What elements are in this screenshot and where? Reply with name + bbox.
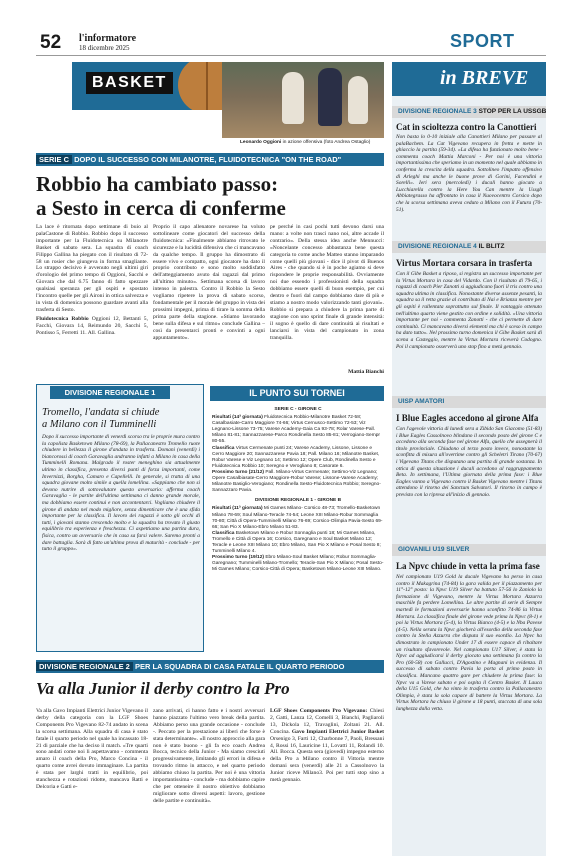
standings-block-text: Ebro Milano-Soul Basket Milano; Robur Sommaglia-Garegnano; Tumminelli Milano-Tromello; Teracle-San Pio X Milano; Posal Sesto-Mi Games Milano; Corsico-Città di Opera; Basketown Milano-Leone XIII Milano. [212, 555, 384, 573]
caption-rest: in azione offensiva [281, 140, 323, 145]
basket-banner-label: BASKET [86, 72, 173, 94]
standings-title: IL PUNTO SUI TORNEI [210, 386, 384, 401]
standings-block [212, 470, 384, 494]
bottom-col-1 [36, 708, 148, 854]
main-kicker [36, 153, 384, 166]
standings-block [212, 446, 384, 470]
standings-block [212, 415, 384, 445]
brief-1-kicker: STOP PER LA USSGB [478, 108, 546, 115]
brief-4-header [392, 544, 546, 556]
brief-1-body [396, 134, 542, 234]
main-col-3 [270, 224, 384, 368]
brief-3-body-text: Con l'agevole vittoria di lunedì sera a Zibido San Giacomo (51-83) i Blue Eagles Cassolnovo blindano il secondo posto del girone C e accedono alla seconda fase nel girone Alfa, quello che assegnerà il titolo provinciale. Chiudono al terzo posto invece, nonostante la sconfitta di misura all'overtime contro gli Scheletri Tirano (70-67) i Vigevano Titans che disputano una partita di grande sostanza. In ottica di questa situazione i ducali accedono al raggruppamento Beta. In settimana, l'Ultima giornata della prima fase: i Blue Eagles vanno a Vigevano contro il Basket Vigevano mentre i Titans attendono il ritorno dei Sanctum Salvatori. Il ritorno in campo è previsto con la ripresa all'inizio di gennaio. [396, 426, 542, 498]
standings-block-label: Risultati (14ª giornata) [212, 415, 263, 421]
standings-body [212, 405, 384, 650]
bottom-col-2-text: zano arrivati, ci hanno fatto e i nostri avversari hanno piazzato l'ultimo vero break della partita. Abbiamo perso una grande occasione - conclude -. Peccato per la prestazione ai liberi che forse è stata determinante». «Il nostro approccio alla gara non è stato buono - gli fa eco coach Andrea Bocca, tecnico della Junior - Ma siamo cresciuti progressivamente, limitando gli errori in difesa e trovando ritmo in attacco, e nel quarto periodo abbiamo chiuso la partita. Per noi è una vittoria importantissima - conclude - ma dobbiamo capire che per otteneire il nostro obiettivo dobbiamo migliorare sotto diversi aspetti: lavoro, gestione delle partite e continuità». [153, 708, 265, 804]
brief-2-body [396, 271, 542, 391]
standings-heading-1: SERIE C - GIRONE C [274, 407, 322, 412]
basketball-seam [206, 62, 208, 110]
tromello-body-text: Dopo il successo importante di venerdì scorso tra le proprie mura contro la capolista Basketown Milano (78-69), la Pallacanestro Tromello ruote chiudere in bellezza il girone d'andata in trasferta. Domani (venerdì) i biancorossi di coach Garavaglia andranno infatti a Milano in casa della Tumminelli Romana. Malgrado il roster meneghino sia attualmente ultimo in classifica, presenta diversi punti di forza importanti, come Invernizzi, Borgha, Camaro e Capellelli. In generale, si tratta di una squadra giovane molto simile a quella lomellina. «Sappiamo che non si devono nutrire di sottovalutare questo avversario: afferma coach Garavaglia - le partite dell'ultima settimana ci danno grande morale, ma dobbiamo essere continui e non accontentarci. Vogliamo chiudere il girone di andata nel modo migliore, senza dimenticare che è una sfida importante per la classifica. Il lavoro dei ragazzi è sotto gli occhi di tutti, i giovani stanno crescendo molto e la squadra ha trovato il giusto equilibrio tra esperienza e freschezza. Ci aspettiamo una partita dura, fisica, contro un avversario che in casa sa farsi valere. Saremo pronti a dare battaglia. Sarà di fatto un'ultima prova di maturità - conclude - per tutto il gruppo». [42, 434, 200, 553]
main-kicker-text: DOPO IL SUCCESSO CON MILANOTRE, FLUIDOTECNICA "ON THE ROAD" [74, 155, 342, 164]
main-col-2-text: Proprio il capo allenatore novarese ha voluto sottolineare come giocatori del successo della fluidotecnica: «Finalmente abbiamo ritrovato le sicurezze e la lucidità difensiva che ci mancavano da qualche tempo. Il gruppo ha dimostrato di essere vivo e compatto, ogni giocatore ha dato il proprio contributo e sono molto soddisfatto dell'atteggiamento avuto dai ragazzi dal primo all'ultimo minuto». Settimana scorsa di lavoro intenso in palestra. Contro il Robbio la Sesto vogliamo ripetere la prova di sabato scorso, fondamentale per il morale del gruppo in vista dei prossimi impegni, prima di tirare la somma della prima parte della stagione. «Stiamo lavorando bene sulla difesa e sul ritmo» conclude Gallina – così da presentarci pronti e convinti a ogni appuntamento». [153, 224, 265, 341]
issue-date: 18 dicembre 2025 [79, 44, 130, 52]
standings-block-text: Basketown Milano e Robur Sonnaglia punti 18; Mi Games Milano, Tromello e Città di Opera 16; Corsico, Garegnano e Soul Basket Milano 12; Teracle e Leone XIII Milano 10; Ebro Milano, San Pio X Milano e Posal Sesto 8; Tumminelli Milano 4. [212, 530, 381, 555]
main-col-2 [153, 224, 265, 376]
main-col-1-box [36, 316, 148, 337]
brief-1-body-text: Non basta lo 0-10 iniziale alla Canottieri Milano per passare al palaBachem. La Cat Vigevano recupera in fretta e mette in ghiaccio la partita (59-34). «La difesa ha funzionato molto bene - commenta coach Mattia Marconi - Per noi è una vittoria importantissima che speriamo in un momento nel quale abbiamo in conferma la crescita della squadra. Sottolineo l'impatto offensivo di Arleghi ma anche le buone prove di Gorini, Facendini e Sorelli». Ieri sera (mercoledì) i ducali hanno giocato a Lucchiarella contro la Here You Can mentre la Ussgb Abbiategrasso ha affrontato in casa il Nuovocentro Corsico dopo che la scorsa settimana aveva ceduto a Milano con il Futura (70-51). [396, 134, 542, 213]
standings-block-text: Fluidotecnica Robbio-Milanotre Basket 72-58; Casalbasiate-Carro Maggiore 74-66; Virtus Cernusco-Settimo 72-53; Viz Legnano-Lissone 73-75; Varese Academy-Gaia Ca 93-78; Rolar Varese-Pall. Milano 81-81; Sannazzarese-Parco Rondinella Sesto 85-81; Verrogiano-Sempr 80-55. [212, 415, 380, 445]
bottom-col-3-text-b: Orsenigo 3, Farti 12, Charbonne 7, Paoli, Bressani 4, Rossi 16, Lauricine 11, Lovatti 11, Rolandi 10. All. Bocca. Questa sera (giovedì) impegno esterno della Pro a Milano contro il Vittoria mentre domani sera (venerdì) alle 21 a Cassolnovo la Junior riceve Milano3. Poi per tutti stop sino a metà gennaio. [270, 735, 384, 784]
bottom-title: Va alla Junior il derby contro la Pro [36, 679, 290, 698]
bottom-col-1-text: Va alla Gavo Impianti Elettrici Junior Vigevano il derby della categoria con la LGF Shoes Components Pro Vigevano 82-74 andato in scena la scorsa settimana. Alla squadra di casa è stato fatale il quarto periodo nel quale ha incassato 18-21 di parziale che ha deciso il match. «Tre quarti sono andati come noi li aspettavamo - commenta amaro il coach della Pro, Marco Concina - il quarto come avrei dovuto immaginare. La partita è stata per larghi tratti in equilibrio, poi stanchezza e rotazioni ridotte, mancava Ratti e Delcoria e Gatti e- [36, 708, 148, 790]
brief-3-header [392, 396, 546, 408]
brief-2-tag: DIVISIONE REGIONALE 4 [398, 243, 477, 250]
brief-2-header [392, 241, 546, 253]
brief-4-tag: GIOVANILI U19 SILVER [398, 546, 470, 553]
standings-heading-2: DIVISIONE REGIONALE 1 - GIRONE B [254, 498, 342, 504]
publication-name: l'informatore [79, 33, 137, 44]
brief-1-tag: DIVISIONE REGIONALE 3 [398, 108, 477, 115]
main-kicker-tag: SERIE C [36, 155, 72, 164]
standings-block-label: Classifica [212, 445, 235, 451]
standings-block [212, 555, 384, 573]
standings-block-label: Prossimo turno (19/12) [212, 555, 264, 561]
standings-block-text: Virtus Cermenate punti 24; Varese Academy, Lissone, Lissone e Cerro Maggiore 20; Sannazzarese Pavia 18; Pall. Milano 16; Milanotre Basket, Robur Varese e Viz Legnano 14; Settimo 12; Opere Club, Rondinella Sesto e Fluidotecnica Robbio 10; Seregno e Verogliano 8; Casorate 6. [212, 445, 380, 469]
caption-name: Leonardo Oggioni [240, 140, 282, 145]
standings-block-label: Prossimo turno (21/12) [212, 469, 264, 475]
brief-2-title: Virtus Mortara corsara in trasferta [396, 258, 533, 268]
main-box-text: Oggioni 12, Bettanti 5, Facchi, Giovara 14, Reimundo 20, Sacchi 5, Pontisso 5, Ferretti 11. All. Gallina. [36, 315, 148, 336]
bottom-col-3-label-2: Gavo Impianti Elettrici Junior Basket [291, 728, 384, 735]
standings-block-text: Mi Games Milano- Corsico 48-73; Tromello-Basketown Milano 78-69; Soul Milano-Teracle 74-54; Leone XIII Milano-Robur Sommaglia 70-80; Città di Opera-Tumminelli Milano 76-69; Corsico-Olimpia Pavia-Sesto 69-66; San Pio X Milano-Ebro Milano 51-83. [212, 506, 383, 530]
standings-block-text: Pall. Milano-Virtus Cermenate; Settimo-Viz Legnano; Opere Casalbiasate-Cerro Maggiore-Robur Varese; Lissone-Varese Academy; Milanotre Basiglio-Verogiano; Rondinella Sesto-Fluidotecnica Robbio; Seregno-Sannazzaro Pavia. [212, 469, 381, 494]
main-col-1-text: La lace è ritornata dopo settimane di buio al palaCastone di Robbio. Robbio dopo il successo importante per la Fluidotecnica su Milanotre Basket di sabato sera. La squadra di coach Filippo Gallina ha piegato con il risultato di 72-58 un rosier che giungeva in forma smagliante. Lo strappo decisivo è avvenuto negli ultimi giri d'orologio del primo tempo di Oggioni, Sacchi e Giovara che dal 6.75 fanno di fatto spezzare qualsiasi speranza per gli ospiti e spostato l'incontro quelle per gli Aironi in ottica salvezza e in vista di domenica possono guardare avanti alla trasferta di Sesto. [36, 224, 148, 313]
brief-1-header [392, 106, 546, 118]
bottom-kicker-text: PER LA SQUADRA DI CASA FATALE IL QUARTO PERIODO [134, 662, 345, 671]
brief-3-tag: UISP AMATORI [398, 398, 445, 405]
bottom-col-3-text-a: Chiesi 2, Gatti, Lanza 12, Comelli 3, Bianchi, Pagliaroli 13, Dickola 12, Travaglini, Zoltani 21. All. Concina. [270, 708, 384, 735]
player-figure-2 [318, 68, 342, 126]
standings-block [212, 506, 384, 530]
basketball-graphic [178, 62, 222, 110]
tromello-body [42, 434, 200, 648]
main-title-line-1: Robbio ha cambiato passo: [36, 172, 279, 196]
section-title: SPORT [450, 31, 515, 51]
tromello-title [42, 407, 202, 431]
standings-block [212, 531, 384, 555]
page-number: 52 [40, 32, 62, 53]
player-figure-1 [282, 72, 304, 124]
main-box-label: Fluidotecnica Robbio [36, 315, 89, 322]
caption-credit: (foto Andrea Ostaglio) [323, 140, 371, 145]
bottom-col-3 [270, 708, 384, 854]
bottom-col-2 [153, 708, 265, 854]
main-col-3-text: pe perché in casi pochi tutti devono darsi una mano: a volte non trasci nano noi, altre accade il contrario». Della stessa idea anche Mennucci: «Noncelante concesso abbastanza bene questa categoria to come anche Matteo stanno imparando come quelli più giovani - dice il pivot di Buenos Aires - che quando si è in poche agiamo si deve rispondere le proprie responsabilità. Ovviamente noi due essendo i professionisti della squadra dobbiamo essere quelli di buon esempio, per cui dentro e fuori dal campo dobbiamo dare di più e stiamo a nostro modo valorizzando tanti giovani». Robbio si prepara a chiudere la prima parte di stagione con uno sprint finale di grande intensità: il sogno è quello di dare continuità ai risultati e lanciarsi in vista del campionato in zona tranquilla. [270, 224, 384, 341]
brief-1-title: Cat in scioltezza contro la Canottieri [396, 122, 537, 132]
brief-4-body-text: Nel campionato U19 Gold la ducale Vigevano ha perso in casa contro il Makagrina (74-84) la gara valida per il piazzamento per 11°-12° posto: la Npvc U19 Silver ha battuto 57-56 lo Zaniolo la formazione di Vigevano, mentre la Virtus Mortara Azzurra maschile fa perdere Lomellina. Le altre partite di serie di Sempre martedì le formazioni avversarie hanno sconfitto 74-86 la Virtus Mortara. La classifica finale del girone vede prima la Npvc (8-1) e poi la Virtus Mortara (5-4), la Virtus Bianco (4-5) e la Nba Pavese (4-5). Nella serata la Npvc giocherà all'esordio della seconda fase contro la Stella Azzurra che disputa il suo esordio. La Npvc ha dimostrato in campionato Under 17 di essere capace di ribaltare un risultato sfavorevole. Nel campionato U17 Silver, è stata la Npvc ad aggiudicarsi il derby giocato una settimana fa contro la Pro (60-58) con Gallucci, D'Agostino e Magnani in evidenza. Il successo di sabato contro Pavia la porta al primo posto in classifica. Mancano quattro gare per chiudere la prima fase: la Npvc va a Varese sabato e poi ospita il Centro Basket. Il Lauca della U15 Gold, che ha vinto in trasferta contro la Pallacanestro Olimpia, è stata la sola capace di battere la Virtus Mortara. La Virtus Mortara ha chiuso il girone a 18 punti, staccata di una sola lunghezza dalla vetta. [396, 574, 542, 712]
tromello-title-line-2: a Milano con il Tumminelli [42, 419, 157, 430]
standings-block-label: Risultati (11ª giornata) [212, 506, 263, 512]
bottom-kicker-tag: DIVISIONE REGIONALE 2 [36, 662, 133, 671]
tromello-box-tag: DIVISIONE REGIONALE 1 [50, 386, 170, 399]
brief-2-body-text: Con il Gibe Basket a riposo, si registra un successo importante per la Virtus Mortara in casa del Vidardo. Con il risultato di 79-65, i ragazzi di coach Pier Zanotti si aggiudicano fuori il tris contro una squadra ultima in classifica. Nonostante diverse assenze pesanti, la squadra sa il retta grazie al contributo di Nai e Brianza mentre per gli ospiti è rallentata soprattutto sul finale. Il vantaggio ottenuto nell'ultimo quarto viene gestito con ordine e solidità. «Una vittoria importante per noi - commenta Zanotti - che ci permette di dare continuità. Ci mancavano diversi elementi ma chi è sceso in campo ha dato tutto». Nel prossimo turno domenica il Gibe Basket sarà di scena a Casteggio, mentre la Virtus Mortara riceverà Codogno. Poi il campionato osserverà uno stop fino a metà gennaio. [396, 271, 542, 350]
brief-4-body [396, 574, 542, 852]
bottom-col-3-label: LGF Shoes Components Pro Vigevano: [270, 708, 368, 714]
bottom-kicker [36, 660, 384, 673]
player-figure-3 [348, 76, 368, 124]
action-photo [222, 62, 384, 138]
main-title [36, 172, 386, 220]
tromello-title-line-1: Tromello, l'andata si chiude [42, 407, 160, 418]
brief-3-title: I Blue Eagles accedono al girone Alfa [396, 413, 539, 423]
main-title-line-2: a Sesto in cerca di conferme [36, 196, 286, 220]
brief-2-kicker: IL BLITZ [478, 243, 505, 250]
header-rule [36, 55, 546, 56]
brief-4-title: La Npvc chiude in vetta la prima fase [396, 561, 540, 571]
main-col-1 [36, 224, 148, 376]
standings-block-label: Classifica [212, 530, 235, 536]
brief-3-body [396, 426, 542, 538]
photo-caption [240, 140, 370, 146]
main-author: Mattia Bianchi [348, 369, 384, 375]
in-breve-label: in BREVE [440, 67, 529, 89]
